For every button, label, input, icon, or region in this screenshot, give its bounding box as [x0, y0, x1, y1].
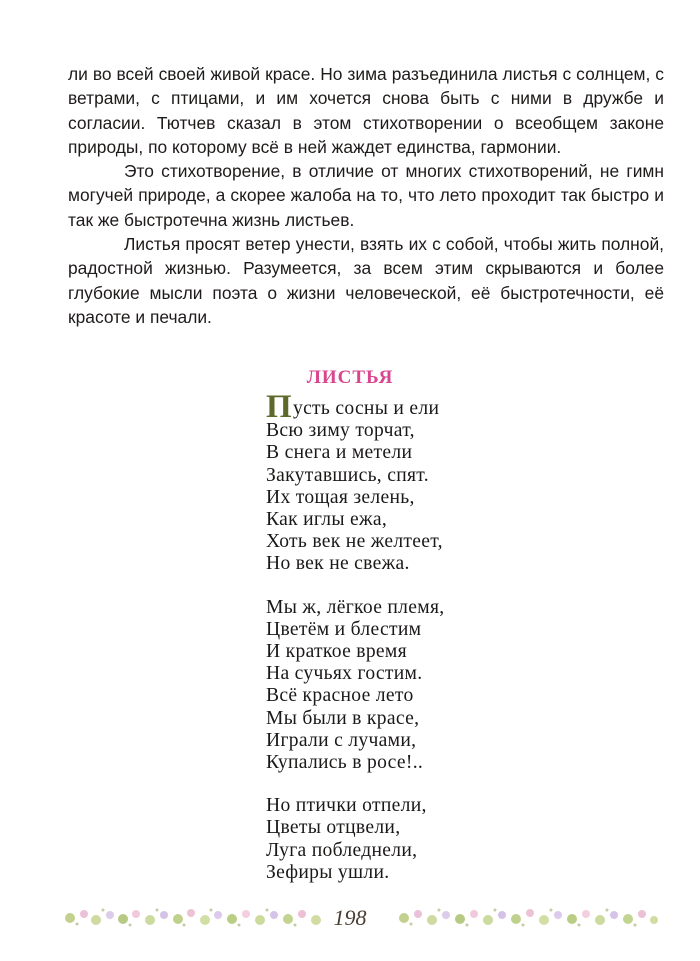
- poem-line: Зефиры ушли.: [266, 861, 390, 883]
- poem-line: Но птички отпели,: [266, 795, 427, 817]
- poem-line: Цветы отцвели,: [266, 817, 401, 839]
- poem-line: Как иглы ежа,: [266, 509, 388, 531]
- poem-line: Закутавшись, спят.: [266, 464, 429, 486]
- poem-line: Луга побледнели,: [266, 839, 418, 861]
- poem-line: Купались в росе!..: [266, 752, 424, 774]
- poem-line: В снега и метели: [266, 442, 413, 464]
- poem-line: Но век не свежа.: [266, 553, 410, 575]
- paragraph-1: ли во всей своей живой красе. Но зима разъединила листья с солнцем, с ветрами, с птицами, и им хочется снова быть с ними в дружбе и согласии. Тютчев сказал в этом стихотворении о всеобщем законе природы, по которому всё в ней жаждет единства, гармонии.: [68, 64, 664, 157]
- poem-line: Всю зиму торчат,: [266, 420, 415, 442]
- page-number: 198: [0, 905, 700, 931]
- poem-line: Их тощая зелень,: [266, 486, 415, 508]
- poem-line: Цветём и блестим: [266, 618, 422, 640]
- stanza-3: [266, 795, 444, 884]
- poem-line: Играли с лучами,: [266, 729, 417, 751]
- poem-line: Хоть век не желтеет,: [266, 531, 443, 553]
- poem-title: ЛИСТЬЯ: [306, 367, 394, 388]
- poem-line: И краткое время: [266, 641, 407, 663]
- stanza-2: [266, 597, 444, 775]
- stanza-1: [266, 389, 444, 576]
- paragraph-2: Это стихотворение, в отличие от многих стихотворений, не гимн могучей природе, а скорее жалоба на то, что лето проходит так быстро и так же быстротечна жизнь листьев.: [68, 161, 664, 230]
- drop-cap: П: [266, 389, 292, 425]
- prose-text: [68, 62, 664, 329]
- poem-line: Мы были в красе,: [266, 707, 420, 729]
- poem: [266, 389, 445, 905]
- poem-line: На сучьях гостим.: [266, 663, 423, 685]
- poem-line: Всё красное лето: [266, 685, 414, 707]
- paragraph-3: Листья просят ветер унести, взять их с собой, чтобы жить полной, радостной жизнью. Разумеется, за всем этим скрываются и более глубокие мысли поэта о жизни человеческой, её быстротечности, её красоте и печали.: [68, 234, 664, 327]
- poem-line: Мы ж, лёгкое племя,: [266, 596, 445, 618]
- poem-line: Пусть сосны и ели: [266, 389, 440, 425]
